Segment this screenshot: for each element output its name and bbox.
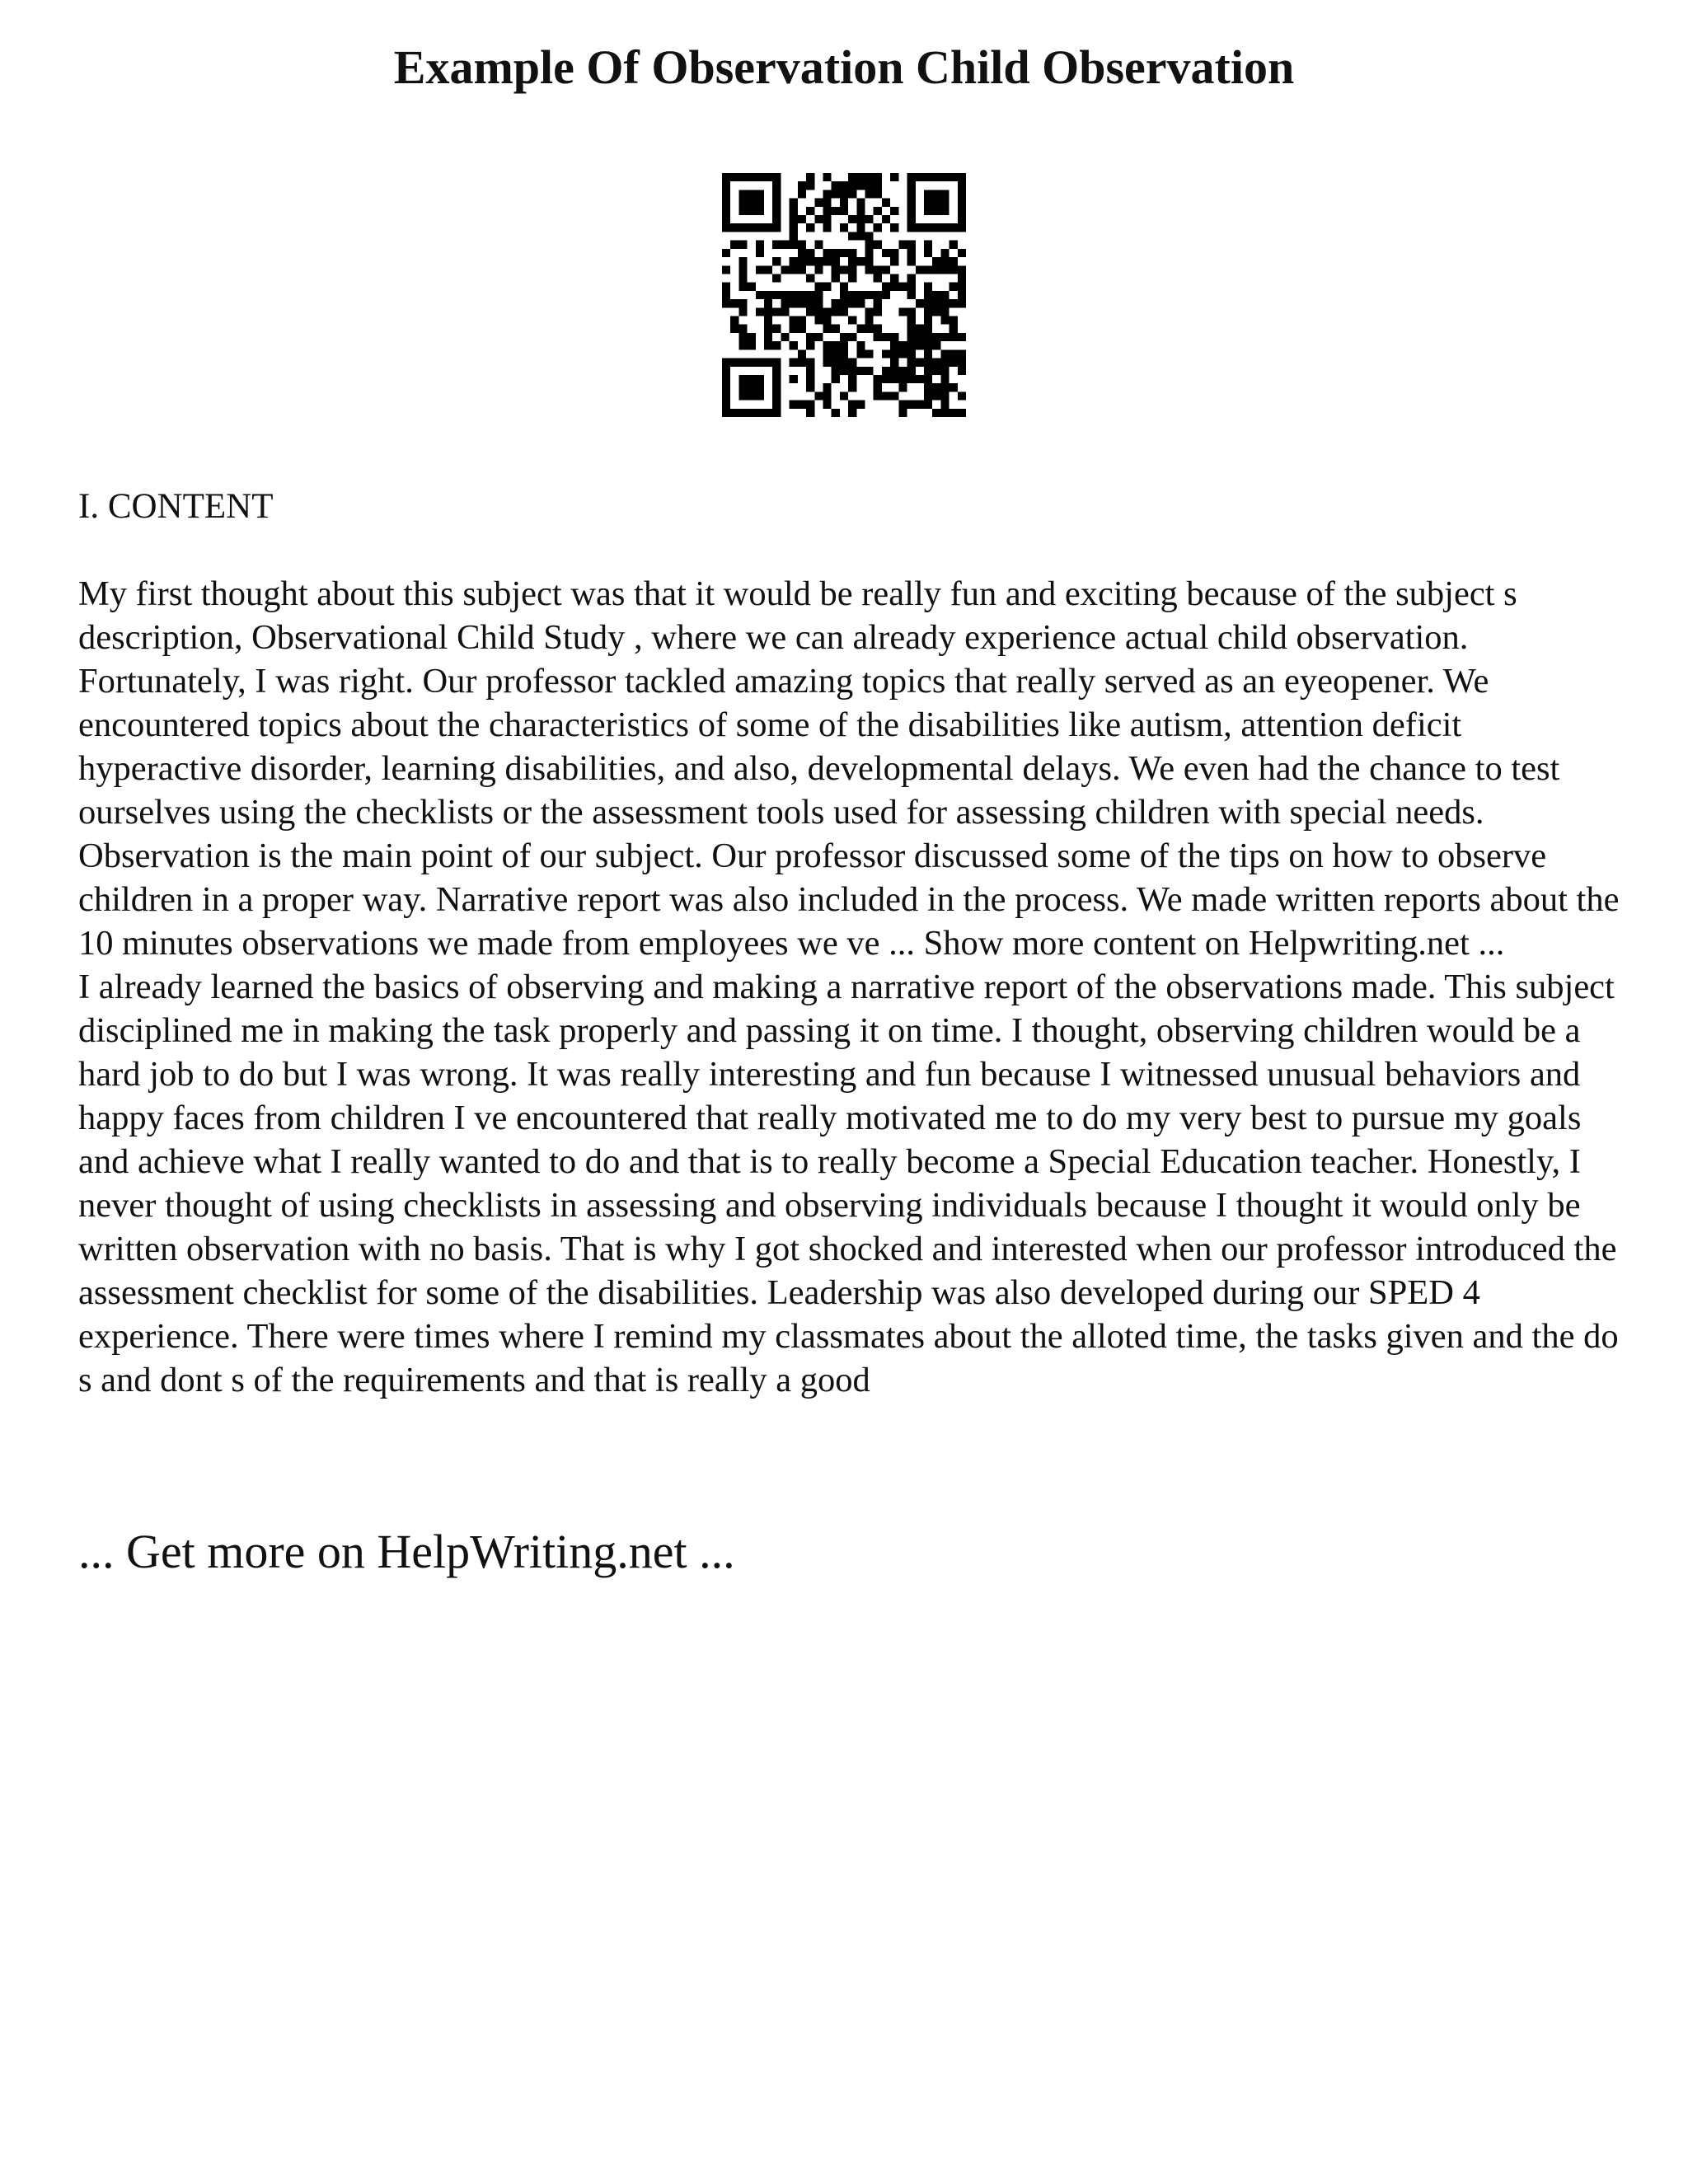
paragraph-2: I already learned the basics of observing and making a narrative report of the observations made. This subject disciplined me in making the task properly and passing it on time. I thought, observing children would be a hard job to do but I was wrong. It was really interesting and fun because I witnessed unusual behaviors and happy faces from children I ve encountered that really motivated me to do my very best to pursue my goals and achieve what I really wanted to do and that is to really become a Special Education teacher. Honestly, I never thought of using checklists in assessing and observing individuals because I thought it would only be written observation with no basis. That is why I got shocked and interested when our professor introduced the assessment checklist for some of the disabilities. Leadership was also developed during our SPED 4 experience. There were times where I remind my classmates about the alloted time, the tasks given and the do s and dont s of the requirements and that is really a good (78, 968, 1619, 1399)
get-more-link[interactable]: ... Get more on HelpWriting.net ... (78, 1525, 735, 1578)
section-heading: I. CONTENT (78, 487, 274, 526)
body-text (78, 572, 1628, 1402)
qr-code-icon (722, 173, 966, 417)
paragraph-1: My first thought about this subject was that it would be really fun and exciting because of the subject s description, Observational Child Study , where we can already experience actual child observation. Fortunately, I was right. Our professor tackled amazing topics that really served as an eyeopener. We encountered topics about the characteristics of some of the disabilities like autism, attention deficit hyperactive disorder, learning disabilities, and also, developmental delays. We even had the chance to test ourselves using the checklists or the assessment tools used for assessing children with special needs. Observation is the main point of our subject. Our professor discussed some of the tips on how to observe children in a proper way. Narrative report was also included in the process. We made written reports about the 10 minutes observations we made from employees we ve ... Show more content on Helpwriting.net ... (78, 574, 1620, 963)
page-title: Example Of Observation Child Observation (393, 40, 1295, 94)
